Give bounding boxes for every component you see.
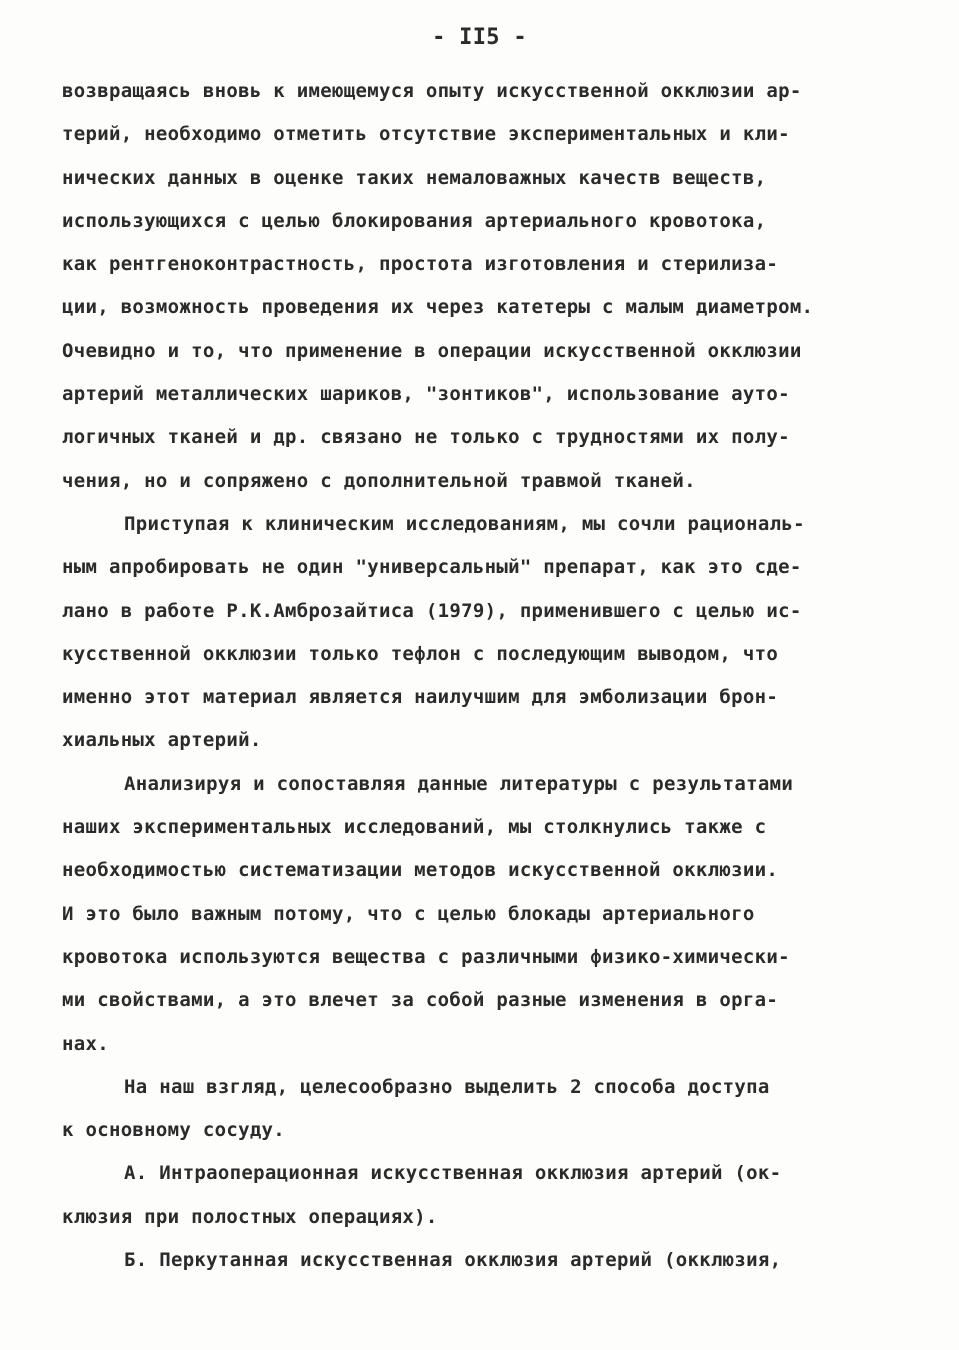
text-line: ции, возможность проведения их через катетеры с малым диаметром. — [62, 296, 814, 319]
text-line: как рентгеноконтрастность, простота изготовления и стерилиза- — [62, 253, 779, 276]
body-text — [62, 70, 892, 1282]
text-line: кусственной окклюзии только тефлон с последующим выводом, что — [62, 642, 779, 665]
text-line: логичных тканей и др. связано не только с трудностями их полу- — [62, 426, 790, 449]
text-line: использующихся с целью блокирования артериального кровотока, — [62, 209, 767, 232]
text-line: нах. — [62, 1032, 109, 1055]
text-line: наших экспериментальных исследований, мы столкнулись также с — [62, 816, 767, 839]
text-line: к основному сосуду. — [62, 1119, 286, 1142]
text-line: На наш взгляд, целесообразно выделить 2 способа доступа — [124, 1075, 770, 1098]
text-line: Анализируя и сопоставляя данные литературы с результатами — [124, 772, 794, 795]
text-line: Приступая к клиническим исследованиям, мы сочли рациональ- — [124, 512, 805, 535]
text-line: чения, но и сопряжено с дополнительной травмой тканей. — [62, 469, 696, 492]
text-line: артерий металлических шариков, "зонтиков", использование ауто- — [62, 383, 790, 406]
text-line: Очевидно и то, что применение в операции искусственной окклюзии — [62, 339, 802, 362]
text-line: клюзия при полостных операциях). — [62, 1205, 438, 1228]
text-line: Б. Перкутанная искусственная окклюзия артерий (окклюзия, — [124, 1249, 782, 1272]
text-line: именно этот материал является наилучшим для эмболизации брон- — [62, 686, 779, 709]
text-line: лано в работе Р.К.Амброзайтиса (1979), применившего с целью ис- — [62, 599, 802, 622]
page-number: - II5 - — [432, 25, 527, 50]
text-line: нических данных в оценке таких немаловажных качеств веществ, — [62, 166, 767, 189]
text-line: необходимостью систематизации методов искусственной окклюзии. — [62, 859, 779, 882]
text-line: А. Интраоперационная искусственная окклюзия артерий (ок- — [124, 1162, 782, 1185]
text-line: ми свойствами, а это влечет за собой разные изменения в орга- — [62, 989, 779, 1012]
text-line: И это было важным потому, что с целью блокады артериального — [62, 902, 755, 925]
text-line: терий, необходимо отметить отсутствие экспериментальных и кли- — [62, 123, 790, 146]
text-line: возвращаясь вновь к имеющемуся опыту искусственной окклюзии ар- — [62, 80, 802, 102]
text-line: кровотока используются вещества с различными физико-химически- — [62, 945, 790, 968]
text-line: ным апробировать не один "универсальный" препарат, как это сде- — [62, 556, 802, 579]
text-line: хиальных артерий. — [62, 729, 262, 752]
